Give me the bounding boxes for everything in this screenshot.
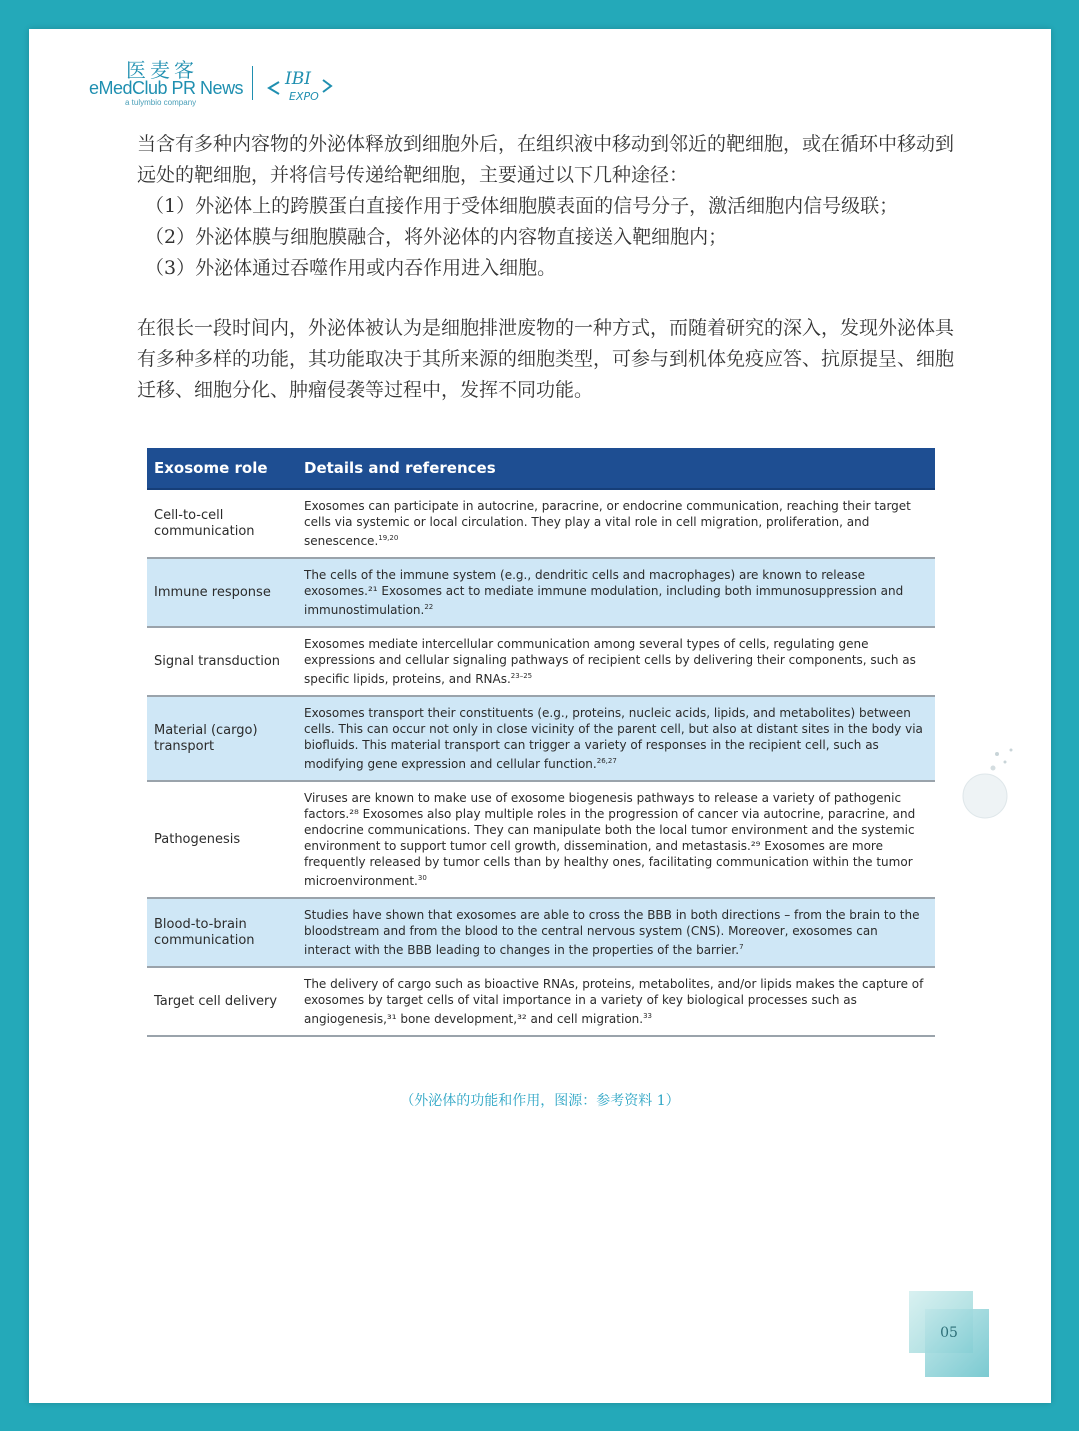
details-text: Viruses are known to make use of exosome biogenesis pathways to release a variety of pathogenic factors.²⁸ Exosomes also play multiple roles in the progression of cancer via autocrine, paracrine, and endocrine communications. They can manipulate both the local tumor environment and the systemic environment to support tumor cell growth, dissemination, and metastasis.²⁹ Exosomes are more frequently released by tumor cells than by healthy ones, facilitating communication within the tumor microenvironment.	[304, 791, 916, 888]
pathway-item-1: （1）外泌体上的跨膜蛋白直接作用于受体细胞膜表面的信号分子，激活细胞内信号级联；	[145, 195, 899, 217]
table-row	[147, 627, 935, 696]
logo-subtitle: a tulymbio company	[125, 98, 197, 107]
details-cell	[297, 558, 935, 627]
details-cell	[297, 898, 935, 967]
details-text: Exosomes can participate in autocrine, paracrine, or endocrine communication, reaching their target cells via systemic or local circulation. They play a vital role in cell migration, proliferation, and senescence.	[304, 499, 911, 548]
reference-superscript: 7	[739, 943, 744, 951]
role-cell: Immune response	[147, 558, 297, 627]
table-row	[147, 781, 935, 898]
role-cell: Blood-to-brain communication	[147, 898, 297, 967]
pathway-item-2: （2）外泌体膜与细胞膜融合，将外泌体的内容物直接送入靶细胞内；	[145, 226, 728, 248]
document-page	[29, 29, 1051, 1403]
expo-bottom-text: EXPO	[289, 90, 319, 103]
role-cell: Signal transduction	[147, 627, 297, 696]
logo-english-text: eMedClub PR News	[89, 78, 244, 98]
decorative-splash-icon	[959, 744, 1019, 824]
expo-top-text: IBI	[285, 69, 311, 89]
pathway-item-3: （3）外泌体通过吞噬作用或内吞作用进入细胞。	[145, 257, 557, 279]
table-row	[147, 696, 935, 781]
role-cell: Cell-to-cell communication	[147, 489, 297, 558]
table-row	[147, 558, 935, 627]
reference-superscript: 23–25	[510, 672, 533, 680]
table-row	[147, 898, 935, 967]
reference-superscript: 26,27	[596, 757, 617, 765]
page-number: 05	[940, 1325, 958, 1341]
reference-superscript: 22	[424, 603, 434, 611]
reference-superscript: 19,20	[378, 534, 399, 542]
role-cell: Material (cargo) transport	[147, 696, 297, 781]
table-header-row	[147, 448, 935, 489]
function-paragraph	[137, 313, 957, 406]
details-cell	[297, 489, 935, 558]
function-text: 在很长一段时间内，外泌体被认为是细胞排泄废物的一种方式，而随着研究的深入，发现外泌体具有多种多样的功能，其功能取决于其所来源的细胞类型，可参与到机体免疫应答、抗原提呈、细胞迁移、细胞分化、肿瘤侵袭等过程中，发挥不同功能。	[137, 317, 955, 401]
figure-caption: （外泌体的功能和作用，图源：参考资料 1）	[400, 1093, 680, 1109]
details-cell	[297, 967, 935, 1036]
details-text: Studies have shown that exosomes are able to cross the BBB in both directions – from the brain to the bloodstream and from the blood to the central nervous system (CNS). Moreover, exosomes can interact with the BBB leading to changes in the properties of the barrier.	[304, 908, 920, 957]
logo-divider	[252, 66, 253, 100]
ibi-expo-logo-icon	[265, 62, 335, 106]
details-text: Exosomes mediate intercellular communication among several types of cells, regulating gene expressions and cellular signaling pathways of recipient cells by delivering their components, such as specific lipids, proteins, and RNAs.	[304, 637, 916, 686]
details-text: Exosomes transport their constituents (e.g., proteins, nucleic acids, lipids, and metabolites) between cells. This can occur not only in close vicinity of the parent cell, but also at distant sites in the body via biofluids. This material transport can trigger a variety of responses in the recipient cell, such as modifying gene expression and cellular function.	[304, 706, 923, 771]
role-cell: Pathogenesis	[147, 781, 297, 898]
header-details: Details and references	[297, 448, 935, 489]
page-number-block-shadow	[925, 1309, 989, 1377]
details-text: The cells of the immune system (e.g., dendritic cells and macrophages) are known to release exosomes.²¹ Exosomes act to mediate immune modulation, including both immunosuppression and immunostimulation.	[304, 568, 904, 617]
role-cell: Target cell delivery	[147, 967, 297, 1036]
header-exosome-role: Exosome role	[147, 448, 297, 489]
reference-superscript: 33	[643, 1012, 653, 1020]
table-row	[147, 967, 935, 1036]
exosome-role-table	[147, 448, 935, 1037]
table-row	[147, 489, 935, 558]
intro-text: 当含有多种内容物的外泌体释放到细胞外后，在组织液中移动到邻近的靶细胞，或在循环中移动到远处的靶细胞，并将信号传递给靶细胞，主要通过以下几种途径：	[137, 133, 955, 186]
details-text: The delivery of cargo such as bioactive RNAs, proteins, metabolites, and/or lipids makes the capture of exosomes by target cells of vital importance in a variety of key biological processes such as angiogenesis,³¹ bone development,³² and cell migration.	[304, 977, 924, 1026]
details-cell	[297, 696, 935, 781]
intro-paragraph	[137, 129, 957, 284]
logo-chinese-text: 医麦客	[126, 58, 198, 82]
details-cell	[297, 627, 935, 696]
reference-superscript: 30	[417, 874, 427, 882]
header-logos	[89, 54, 329, 134]
details-cell	[297, 781, 935, 898]
